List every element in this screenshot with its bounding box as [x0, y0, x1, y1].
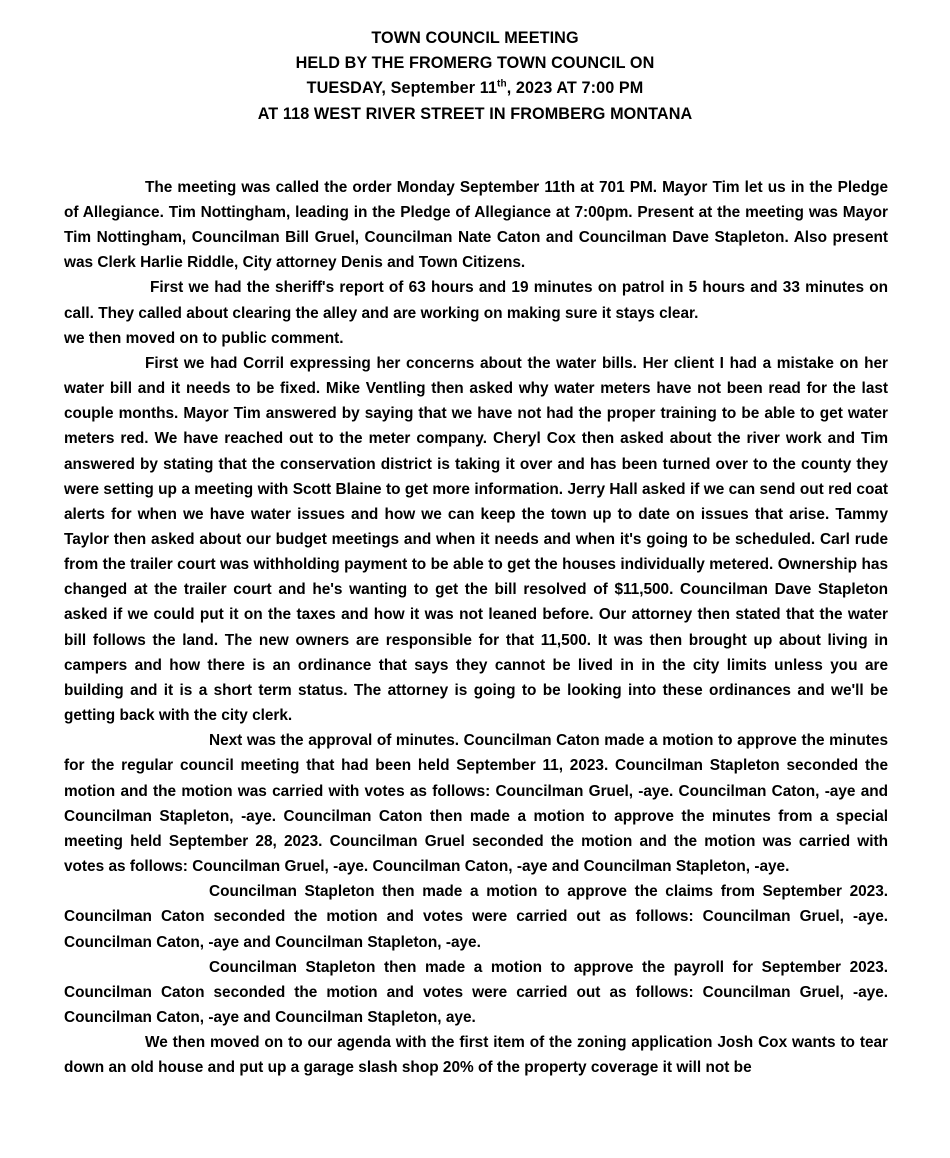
document-header [0, 0, 950, 127]
header-date-suffix: , 2023 AT 7:00 PM [506, 79, 644, 98]
paragraph-sheriff-report: First we had the sheriff's report of 63 hours and 19 minutes on patrol in 5 hours and 33 minutes on call. They called about clearing the alley and are working on making sure it stays clear. [64, 279, 888, 322]
paragraph-call-to-order: The meeting was called the order Monday September 11th at 701 PM. Mayor Tim let us in the Pledge of Allegiance. Tim Nottingham, leading in the Pledge of Allegiance at 7:00pm. Present at the meeting was Mayor Tim Nottingham, Councilman Bill Gruel, Councilman Nate Caton and Councilman Dave Stapleton. Also present was Clerk Harlie Riddle, City attorney Denis and Town Citizens. [64, 178, 888, 272]
header-date-ordinal-suffix: th [497, 79, 507, 91]
paragraph-approval-of-payroll: Councilman Stapleton then made a motion to approve the payroll for September 2023. Councilman Caton seconded the motion and votes were carried out as follows: Councilman Gruel, -aye. Councilman Caton, -aye and Councilman Stapleton, aye. [64, 958, 888, 1026]
header-line-held-by: HELD BY THE FROMERG TOWN COUNCIL ON [295, 54, 655, 73]
header-line-address: AT 118 WEST RIVER STREET IN FROMBERG MONTANA [257, 104, 693, 123]
paragraph-moved-to-public-comment: we then moved on to public comment. [64, 329, 344, 347]
paragraph-approval-of-minutes: Next was the approval of minutes. Councilman Caton made a motion to approve the minutes for the regular council meeting that had been held September 11, 2023. Councilman Stapleton seconded the motion and the motion was carried with votes as follows: Councilman Gruel, -aye. Councilman Caton, -aye and Councilman Stapleton, -aye. Councilman Caton then made a motion to approve the minutes from a special meeting held September 28, 2023. Councilman Gruel seconded the motion and the motion was carried with votes as follows: Councilman Gruel, -aye. Councilman Caton, -aye and Councilman Stapleton, -aye. [64, 732, 888, 876]
paragraph-agenda-zoning-application: We then moved on to our agenda with the first item of the zoning application Josh Cox wants to tear down an old house and put up a garage slash shop 20% of the property coverage it will not be [64, 1034, 888, 1077]
header-line-date [0, 76, 950, 101]
header-date-prefix: TUESDAY, September 11 [306, 79, 498, 98]
paragraph-public-comment: First we had Corril expressing her concerns about the water bills. Her client I had a mistake on her water bill and it needs to be fixed. Mike Ventling then asked why water meters have not been read for the last couple months. Mayor Tim answered by saying that we have not had the proper training to be able to get water meters red. We have reached out to the meter company. Cheryl Cox then asked about the river work and Tim answered by stating that the conservation district is taking it over and has been turned over to the county they were setting up a meeting with Scott Blaine to get more information. Jerry Hall asked if we can send out red coat alerts for when we have water issues and how we can keep the town up to date on issues that arise. Tammy Taylor then asked about our budget meetings and when it needs and when it's going to be scheduled. Carl rude from the trailer court was withholding payment to be able to get the houses individually metered. Ownership has changed at the trailer court and he's wanting to get the bill resolved of $11,500. Councilman Dave Stapleton asked if we could put it on the taxes and how it was not leaned before. Our attorney then stated that the water bill follows the land. The new owners are responsible for that 11,500. It was then brought up about living in campers and how there is an ordinance that says they cannot be lived in in the city limits unless you are building and it is a short term status. The attorney is going to be looking into these ordinances and we'll be getting back with the city clerk. [64, 354, 888, 725]
header-line-title: TOWN COUNCIL MEETING [371, 29, 579, 47]
paragraph-approval-of-claims: Councilman Stapleton then made a motion to approve the claims from September 2023. Councilman Caton seconded the motion and votes were carried out as follows: Councilman Gruel, -aye. Councilman Caton, -aye and Councilman Stapleton, -aye. [64, 883, 888, 951]
document-body [64, 175, 888, 1081]
